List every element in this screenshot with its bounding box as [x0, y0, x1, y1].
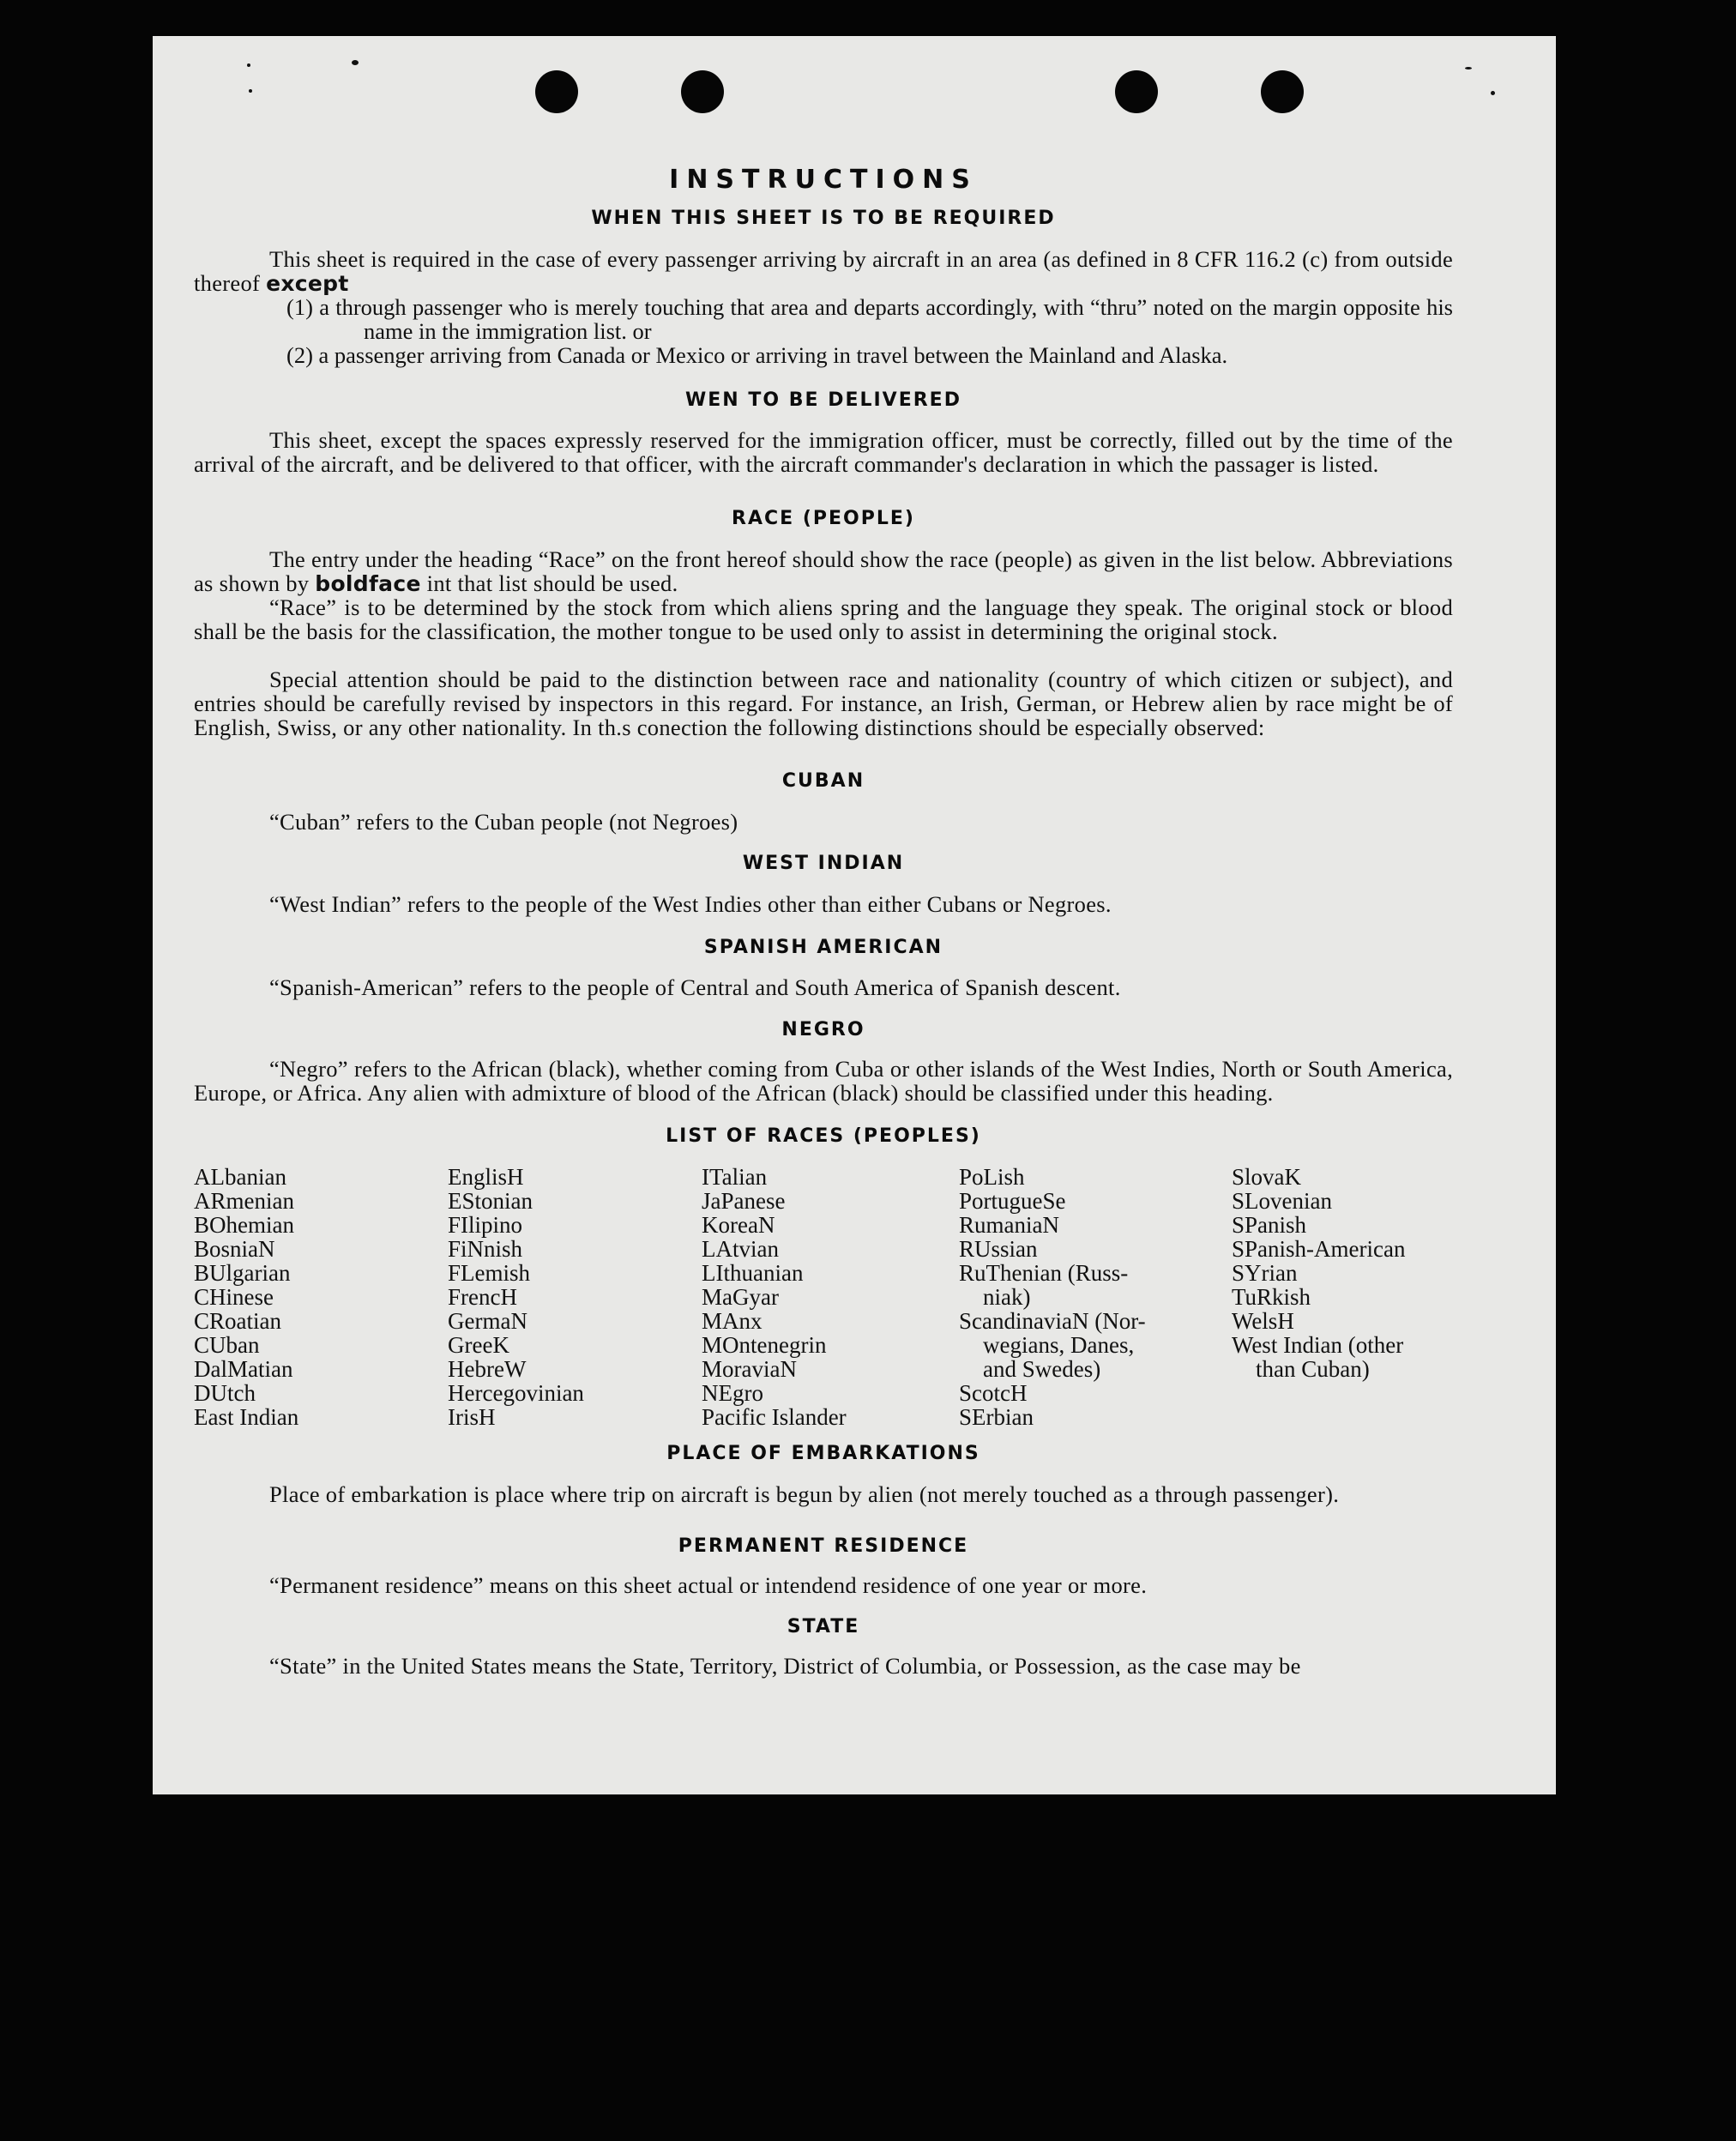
document-sheet	[153, 36, 1556, 1794]
races-column-3	[702, 1165, 847, 1429]
emphasis: boldface	[315, 571, 421, 596]
race-item: RUssian	[959, 1236, 1038, 1262]
race-item: SlovaK	[1232, 1164, 1301, 1190]
race-item: GreeK	[448, 1332, 509, 1358]
race-item: ITalian	[702, 1164, 768, 1190]
race-item: RumaniaN	[959, 1212, 1059, 1238]
paragraph: The entry under the heading “Race” on the front hereof should show the race (people) as given in the list below. Abbreviations as shown by boldface int that list should be used.	[194, 546, 1453, 596]
punch-hole	[681, 70, 724, 113]
list-item: (1) a through passenger who is merely touching that area and departs accordingly, with “thru” noted on the margin opposite his name in the immigration list. or	[286, 294, 1453, 344]
speck	[249, 89, 252, 93]
race-item: and Swedes)	[983, 1356, 1101, 1382]
speck	[352, 60, 359, 65]
race-item: EStonian	[448, 1188, 533, 1214]
race-item: PortugueSe	[959, 1188, 1066, 1214]
punch-hole	[535, 70, 578, 113]
section-heading: WEST INDIAN	[742, 853, 905, 874]
race-item: EnglisH	[448, 1164, 524, 1190]
section-heading: PERMANENT RESIDENCE	[678, 1535, 969, 1557]
paragraph: “Cuban” refers to the Cuban people (not Negroes)	[269, 809, 738, 835]
race-item: East Indian	[194, 1404, 299, 1430]
race-item: KoreaN	[702, 1212, 775, 1238]
races-column-2	[448, 1165, 584, 1429]
race-item: SLovenian	[1232, 1188, 1332, 1214]
race-item: West Indian (other	[1232, 1332, 1404, 1358]
page-title: INSTRUCTIONS	[669, 165, 978, 195]
paragraph: “Negro” refers to the African (black), whether coming from Cuba or other islands of the West Indies, North or South America, Europe, or Africa. Any alien with admixture of blood of the African (black) should be classified under this heading.	[194, 1056, 1453, 1106]
speck	[1465, 67, 1472, 69]
paragraph: “Permanent residence” means on this sheet actual or intendend residence of one year or more.	[269, 1572, 1148, 1598]
race-item: ARmenian	[194, 1188, 294, 1214]
race-item: DUtch	[194, 1380, 256, 1406]
section-heading: LIST OF RACES (PEOPLES)	[666, 1125, 981, 1147]
list-item: (2) a passenger arriving from Canada or Mexico or arriving in travel between the Mainland and Alaska.	[286, 342, 1228, 368]
race-item: HebreW	[448, 1356, 527, 1382]
paragraph: This sheet is required in the case of every passenger arriving by aircraft in an area (as defined in 8 CFR 116.2 (c) from outside thereof except	[194, 246, 1453, 296]
race-item: PoLish	[959, 1164, 1025, 1190]
section-heading: NEGRO	[781, 1019, 865, 1040]
race-item: MAnx	[702, 1308, 763, 1334]
punch-hole	[1115, 70, 1158, 113]
speck	[1491, 91, 1495, 95]
speck	[247, 63, 250, 67]
race-item: MoraviaN	[702, 1356, 797, 1382]
section-heading: SPANISH AMERICAN	[703, 937, 943, 958]
race-item: LAtvian	[702, 1236, 779, 1262]
race-item: MaGyar	[702, 1284, 779, 1310]
race-item: SPanish-American	[1232, 1236, 1406, 1262]
paragraph: “Spanish-American” refers to the people of Central and South America of Spanish descent.	[269, 974, 1121, 1000]
paragraph: Special attention should be paid to the distinction between race and nationality (country of which citizen or subject), and entries should be carefully revised by inspectors in this regard. For instance, an Irish, German, or Hebrew alien by race might be of English, Swiss, or any other nationality. In th.s conection the following distinctions should be especially observed:	[194, 666, 1453, 740]
race-item: JaPanese	[702, 1188, 786, 1214]
races-column-4	[959, 1165, 1146, 1429]
punch-hole	[1261, 70, 1304, 113]
paragraph: “West Indian” refers to the people of the West Indies other than either Cubans or Negroes.	[269, 891, 1112, 917]
race-item: FiNnish	[448, 1236, 523, 1262]
race-item: than Cuban)	[1256, 1356, 1370, 1382]
races-column-5	[1232, 1165, 1405, 1381]
race-item: BOhemian	[194, 1212, 294, 1238]
race-item: TuRkish	[1232, 1284, 1311, 1310]
race-item: WelsH	[1232, 1308, 1294, 1334]
race-item: ScotcH	[959, 1380, 1028, 1406]
race-item: Pacific Islander	[702, 1404, 847, 1430]
paragraph: Place of embarkation is place where trip on aircraft is begun by alien (not merely touched as a through passenger).	[269, 1481, 1340, 1507]
race-item: MOntenegrin	[702, 1332, 827, 1358]
race-item: FLemish	[448, 1260, 531, 1286]
race-item: DalMatian	[194, 1356, 293, 1382]
race-item: wegians, Danes,	[983, 1332, 1135, 1358]
section-heading: PLACE OF EMBARKATIONS	[666, 1443, 980, 1464]
section-heading: STATE	[787, 1616, 860, 1637]
section-heading: WHEN THIS SHEET IS TO BE REQUIRED	[591, 208, 1056, 229]
race-item: BosniaN	[194, 1236, 275, 1262]
race-item: IrisH	[448, 1404, 496, 1430]
race-item: CRoatian	[194, 1308, 281, 1334]
paragraph: “Race” is to be determined by the stock from which aliens spring and the language they speak. The original stock or blood shall be the basis for the classification, the mother tongue to be used only to assist in determining the original stock.	[194, 594, 1453, 644]
section-heading: WEN TO BE DELIVERED	[685, 389, 961, 411]
race-item: CHinese	[194, 1284, 274, 1310]
race-item: NEgro	[702, 1380, 763, 1406]
race-item: LIthuanian	[702, 1260, 804, 1286]
race-item: FIlipino	[448, 1212, 523, 1238]
race-item: SPanish	[1232, 1212, 1307, 1238]
section-heading: RACE (PEOPLE)	[732, 508, 915, 529]
race-item: CUban	[194, 1332, 260, 1358]
race-item: ScandinaviaN (Nor-	[959, 1308, 1146, 1334]
paragraph: “State” in the United States means the State, Territory, District of Columbia, or Possession, as the case may be	[269, 1653, 1301, 1679]
race-item: Hercegovinian	[448, 1380, 584, 1406]
race-item: BUlgarian	[194, 1260, 291, 1286]
race-item: niak)	[983, 1284, 1031, 1310]
emphasis: except	[266, 271, 349, 296]
section-heading: CUBAN	[781, 770, 865, 792]
races-list	[194, 1164, 1453, 1430]
race-item: GermaN	[448, 1308, 527, 1334]
paragraph: This sheet, except the spaces expressly reserved for the immigration officer, must be correctly, filled out by the time of the arrival of the aircraft, and be delivered to that officer, with the aircraft commander's declaration in which the passager is listed.	[194, 427, 1453, 477]
race-item: ALbanian	[194, 1164, 286, 1190]
race-item: RuThenian (Russ-	[959, 1260, 1129, 1286]
race-item: FrencH	[448, 1284, 517, 1310]
race-item: SErbian	[959, 1404, 1034, 1430]
race-item: SYrian	[1232, 1260, 1298, 1286]
races-column-1	[194, 1165, 298, 1429]
